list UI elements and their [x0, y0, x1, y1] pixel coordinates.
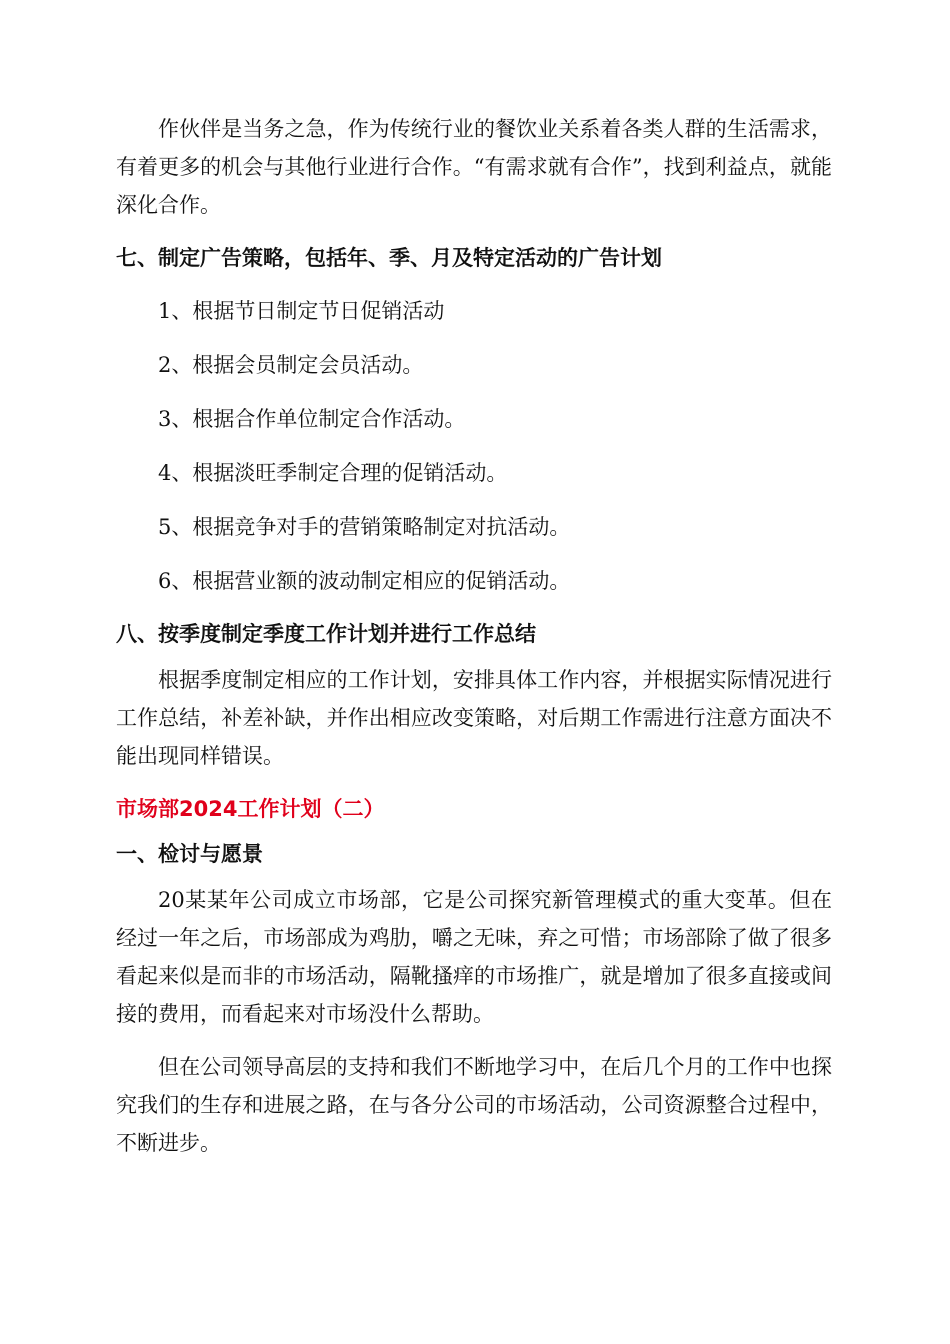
section-heading-8: 八、按季度制定季度工作计划并进行工作总结 — [116, 622, 536, 646]
body-paragraph-progress: 但在公司领导高层的支持和我们不断地学习中，在后几个月的工作中也探究我们的生存和进展之路，在与各分公司的市场活动，公司资源整合过程中，不断进步。 — [116, 1055, 832, 1155]
list-item-2: 2、根据会员制定会员活动。 — [158, 353, 424, 377]
document-subtitle: 市场部2024工作计划（二） — [116, 797, 385, 821]
body-paragraph-quarterly: 根据季度制定相应的工作计划，安排具体工作内容，并根据实际情况进行工作总结，补差补缺，并作出相应改变策略，对后期工作需进行注意方面决不能出现同样错误。 — [116, 668, 832, 768]
section-heading-1: 一、检讨与愿景 — [116, 842, 263, 866]
list-item-4: 4、根据淡旺季制定合理的促销活动。 — [158, 461, 508, 485]
body-paragraph-partnership: 作伙伴是当务之急，作为传统行业的餐饮业关系着各类人群的生活需求，有着更多的机会与其他行业进行合作。“有需求就有合作”，找到利益点，就能深化合作。 — [116, 117, 832, 217]
list-item-1: 1、根据节日制定节日促销活动 — [158, 299, 445, 323]
list-item-3: 3、根据合作单位制定合作活动。 — [158, 407, 466, 431]
section-heading-7: 七、制定广告策略，包括年、季、月及特定活动的广告计划 — [116, 246, 662, 270]
list-item-5: 5、根据竞争对手的营销策略制定对抗活动。 — [158, 515, 571, 539]
list-item-6: 6、根据营业额的波动制定相应的促销活动。 — [158, 569, 571, 593]
body-paragraph-review: 20某某年公司成立市场部，它是公司探究新管理模式的重大变革。但在经过一年之后，市场部成为鸡肋，嚼之无味，弃之可惜；市场部除了做了很多看起来似是而非的市场活动，隔靴搔痒的市场推广，就是增加了很多直接或间接的费用，而看起来对市场没什么帮助。 — [116, 888, 832, 1026]
